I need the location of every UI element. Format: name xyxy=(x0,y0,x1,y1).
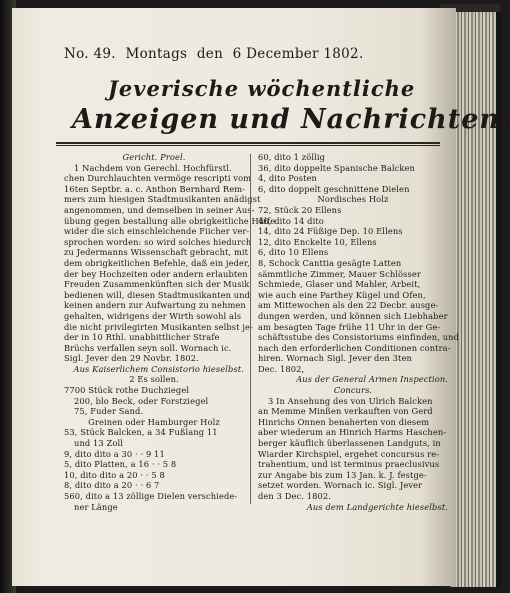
text-line: 36, dito doppelte Spanische Balcken xyxy=(258,162,415,173)
text-line: 200, blo Beck, oder Forstziegel xyxy=(74,395,209,406)
section-heading: Greinen oder Hamburger Holz xyxy=(88,416,220,427)
right-column xyxy=(258,152,459,512)
text-line: 60, dito 1 zöllig xyxy=(258,152,326,162)
left-column xyxy=(64,152,276,512)
masthead-line-1: Jeverische wöchentliche xyxy=(108,76,416,101)
text-line: der bey Hochzeiten oder andern erlaubten xyxy=(64,268,248,279)
text-line: berger käuflich überlassenen Landguts, in xyxy=(258,438,441,449)
text-line: am besagten Tage frühe 11 Uhr in der Ge- xyxy=(258,321,441,332)
issue-den: den xyxy=(196,46,224,62)
text-line: 7700 Stück rothe Duchziegel xyxy=(64,385,190,396)
text-line: an Memme Minßen verkauften von Gerd xyxy=(258,406,433,417)
text-line: dem obrigkeitlichen Befehle, daß ein jeder, xyxy=(64,257,250,268)
text-line: und 13 Zoll xyxy=(74,438,123,449)
text-line: wider die sich einschleichende Fiicher ver- xyxy=(64,226,250,237)
text-line: sprochen worden: so wird solches hiedurch xyxy=(64,236,252,247)
column-divider xyxy=(250,154,251,504)
text-line: Hinrichs Onnen benaherten von diesem xyxy=(258,416,430,427)
text-line: schäftsstube des Consistoriums einfinden, und xyxy=(258,332,459,343)
signature-line: Aus dem Landgerichte hieselbst. xyxy=(306,501,448,512)
text-line: die nicht privilegirten Musikanten selbst je- xyxy=(64,321,253,332)
text-line: 12, dito Enckelte 10, Ellens xyxy=(258,236,377,247)
text-line: chen Durchlauchten vermöge rescripti vom xyxy=(64,173,252,184)
text-line: 6, dito doppelt geschnittene Dielen xyxy=(258,183,410,194)
text-line: 560, dito a 13 zöllige Dielen verschiede- xyxy=(64,491,238,501)
text-line: bedienen will, diesen Stadtmusikanten und xyxy=(64,289,251,300)
masthead-rule xyxy=(56,142,440,144)
text-line: setzet worden. Wornach ic. Sigl. Jever xyxy=(258,480,423,491)
signature-line: Aus der General Armen Inspection. xyxy=(296,374,448,385)
text-line: nach den erforderlichen Conditionen contra- xyxy=(258,342,451,353)
text-line: Brüchs verfallen seyn soll. Wornach ic. xyxy=(64,342,232,353)
text-line: 3 In Ansehung des von Ulrich Balcken xyxy=(268,395,433,406)
issue-number: No. 49. xyxy=(64,46,116,62)
issue-day: Montags xyxy=(125,46,188,62)
text-line: Schmiede, Glaser und Mahler, Arbeit, xyxy=(258,279,421,290)
text-line: Wiarder Kirchspiel, ergehet concursus re- xyxy=(258,448,440,459)
text-line: ner Länge xyxy=(74,501,118,512)
text-line: dungen werden, und können sich Liebhaber xyxy=(258,310,448,321)
text-line: übung gegen bestallung alle obrigkeitliche Hülfe xyxy=(64,215,276,226)
text-line: angenommen, und demselben in seiner Aus- xyxy=(64,204,255,215)
text-line: hiren. Wornach Sigl. Jever den 3ten xyxy=(258,353,412,364)
section-heading: Concurs. xyxy=(333,385,373,396)
section-heading: Nordisches Holz xyxy=(317,194,389,205)
issue-header xyxy=(64,46,369,62)
text-line: 75, Fuder Sand. xyxy=(74,406,144,417)
text-line: 6, dito 10 Ellens xyxy=(258,247,329,258)
text-line: mers zum hiesigen Stadtmusikanten anädigst xyxy=(64,194,261,205)
text-line: 46, dito 14 dito xyxy=(258,215,324,226)
text-line: Sigl. Jever den 29 Novbr. 1802. xyxy=(64,353,199,364)
text-line: den 3 Dec. 1802. xyxy=(258,491,331,501)
text-line: 4, dito Posten xyxy=(258,173,317,184)
text-line: 8, Schock Canttia gesägte Latten xyxy=(258,257,402,268)
text-line: 5, dito Platten, a 16 · · 5 8 xyxy=(64,459,177,470)
text-line: am Mittewochen als den 22 Decbr. ausge- xyxy=(258,300,439,311)
issue-date: 6 December 1802. xyxy=(232,46,364,62)
page-edges-stack xyxy=(450,12,501,587)
text-line: Dec. 1802, xyxy=(258,363,305,374)
signature-line: Aus Kaiserlichem Consistorio hieselbst. xyxy=(73,363,244,374)
text-line: 9, dito dito a 30 · · 9 11 xyxy=(64,448,165,459)
text-line: aber wiederum an Hinrich Harms Haschen- xyxy=(258,427,447,438)
text-line: 72, Stück 20 Ellens xyxy=(258,204,342,215)
text-line: 53, Stück Balcken, a 34 Fußlang 11 xyxy=(64,427,218,438)
newspaper-page xyxy=(12,8,510,586)
text-line: Freuden Zusammenkünften sich der Musik xyxy=(64,279,250,290)
text-line: 1 Nachdem von Gerechl. Hochfürstl. xyxy=(74,162,232,173)
text-line: trahentium, und ist terminus praeclusivus xyxy=(258,459,440,470)
text-line: gehalten, widrigens der Wirth sowohl als xyxy=(64,310,242,321)
text-line: zur Angabe bis zum 13 Jan. k. J. festge- xyxy=(258,469,427,480)
text-line: sämmtliche Zimmer, Mauer Schlösser xyxy=(258,268,421,279)
section-heading: 2 Es sollen. xyxy=(129,374,179,385)
text-line: zu Jedermanns Wissenschaft gebracht, mit xyxy=(64,247,249,258)
text-line: der in 10 Rthl. unabbittlicher Strafe xyxy=(64,332,220,343)
text-line: wie auch eine Parthey Kügel und Ofen, xyxy=(258,289,426,300)
text-line: 14, dito 24 Füßige Dep. 10 Ellens xyxy=(258,226,403,237)
text-line: 8, dito dito a 20 · · 6 7 xyxy=(64,480,160,491)
text-line: 16ten Septbr. a. c. Anthon Bernhard Rem- xyxy=(64,183,246,194)
masthead-line-2: Anzeigen und Nachrichten. xyxy=(72,104,510,135)
text-line: keinen andern zur Aufwartung zu nehmen xyxy=(64,300,246,311)
text-line: 10, dito dito a 20 · · 5 8 xyxy=(64,469,165,480)
masthead-rule-thin xyxy=(56,145,440,146)
section-heading: Gericht. Proel. xyxy=(122,152,186,162)
